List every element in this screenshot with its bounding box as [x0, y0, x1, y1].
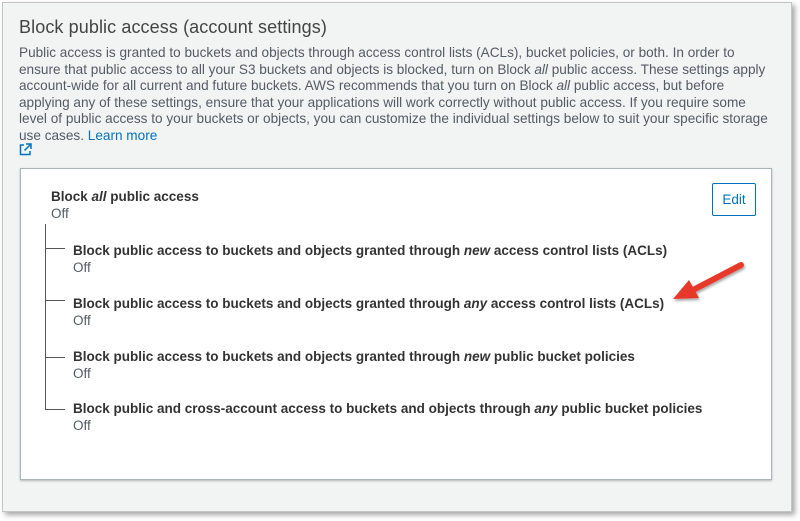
setting-title [73, 243, 667, 258]
page-title: Block public access (account settings) [19, 17, 327, 37]
settings-window [2, 2, 792, 512]
master-title-italic: all [91, 189, 107, 204]
setting-title-suffix: access control lists (ACLs) [487, 296, 665, 311]
setting-title [73, 401, 702, 416]
setting-value: Off [73, 313, 91, 328]
setting-title-italic: any [534, 401, 558, 416]
setting-title-prefix: Block public and cross-account access to buckets and objects through [73, 401, 535, 416]
learn-more-link[interactable]: Learn more [87, 127, 158, 143]
setting-title-prefix: Block public access to buckets and objects granted through [73, 243, 464, 258]
setting-new-acls [73, 243, 667, 275]
setting-title-italic: new [463, 243, 491, 258]
setting-title-suffix: public bucket policies [490, 349, 635, 364]
setting-title-suffix: access control lists (ACLs) [490, 243, 668, 258]
tree-branch [45, 300, 65, 301]
external-link-icon[interactable] [19, 143, 32, 161]
setting-title [73, 349, 635, 364]
tree-line [45, 224, 46, 410]
setting-value: Off [73, 260, 91, 275]
setting-title-italic: new [463, 349, 491, 364]
block-all-public-access-title [51, 189, 199, 204]
setting-any-bucket-policies [73, 401, 702, 433]
setting-value: Off [73, 418, 91, 433]
edit-button[interactable]: Edit [712, 183, 756, 216]
tree-branch [45, 409, 65, 410]
block-public-access-panel [20, 168, 772, 480]
master-title-suffix: public access [106, 189, 199, 204]
red-arrow-icon [663, 261, 753, 311]
setting-title-italic: any [463, 296, 488, 311]
block-all-public-access-value: Off [51, 206, 69, 221]
master-title-prefix: Block [51, 189, 92, 204]
tree-branch [45, 248, 65, 249]
setting-new-bucket-policies [73, 349, 635, 381]
description-part-2: public access. These settings apply account-wide for all current and future buckets. AWS recommends that you turn on Block [19, 61, 766, 93]
description-text [19, 45, 771, 161]
description-italic-2: all [556, 78, 571, 93]
setting-title-prefix: Block public access to buckets and objects granted through [73, 296, 464, 311]
setting-title-prefix: Block public access to buckets and objects granted through [73, 349, 464, 364]
setting-title [73, 296, 664, 311]
description-italic-1: all [534, 61, 548, 77]
setting-title-suffix: public bucket policies [557, 401, 703, 416]
tree-branch [45, 357, 65, 358]
setting-value: Off [73, 366, 91, 381]
description-part-3: public access, but before applying any of these settings, ensure that your applications will work correctly without public access. If you require some level of public access to your buckets or objects, you can customize the individual settings below to suit your specific storage use cases. [19, 78, 768, 143]
setting-any-acls [73, 296, 664, 328]
description-part-1: Public access is granted to buckets and objects through access control lists (ACLs), bucket policies, or both. In order to ensure that public access to all your S3 buckets and objects is blocked, turn on Block [19, 45, 735, 77]
